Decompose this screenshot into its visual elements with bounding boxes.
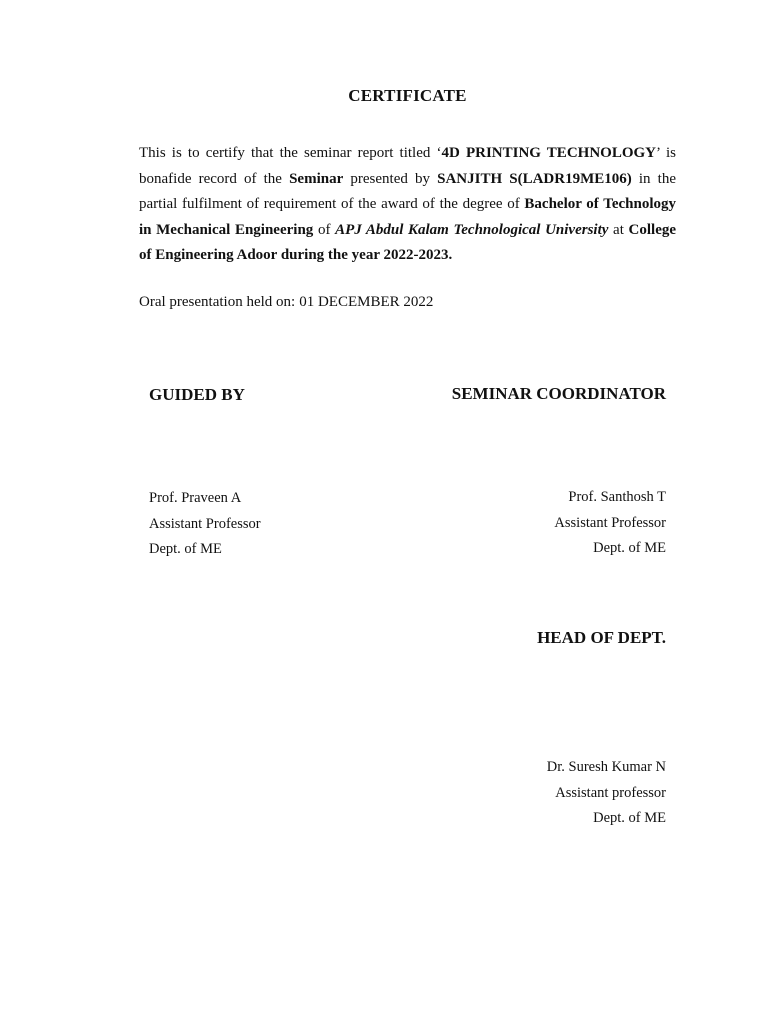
- degree-name: Bachelor of Technology in Mechanical Engineering: [139, 196, 676, 238]
- guided-by-heading: GUIDED BY: [149, 385, 245, 404]
- certificate-body: [139, 141, 676, 269]
- oral-presentation-line: [139, 294, 433, 311]
- guide-dept: Dept. of ME: [149, 541, 222, 557]
- hod-name: Dr. Suresh Kumar N: [546, 759, 666, 775]
- body-text-4: in the partial fulfilment of requirement of the award of the degree of: [139, 170, 676, 212]
- student-name: SANJITH S(LADR19ME106): [437, 170, 632, 187]
- head-of-dept-heading: HEAD OF DEPT.: [537, 628, 666, 647]
- university-name: APJ Abdul Kalam Technological University: [335, 221, 609, 238]
- oral-date: 01 DECEMBER 2022: [299, 294, 434, 310]
- body-text-5: of: [313, 221, 336, 238]
- college-name: College of Engineering Adoor during the year 2022-2023.: [139, 221, 677, 263]
- hod-designation: Assistant professor: [555, 784, 666, 801]
- guide-signature-block: [149, 486, 261, 563]
- guide-designation: Assistant Professor: [149, 515, 261, 532]
- hod-signature-block: [547, 755, 666, 832]
- hod-dept: Dept. of ME: [593, 810, 666, 826]
- body-text-2: ’ is bonafide record of the: [139, 145, 677, 187]
- coordinator-dept: Dept. of ME: [593, 540, 666, 556]
- guide-name: Prof. Praveen A: [149, 490, 242, 506]
- seminar-word: Seminar: [289, 170, 344, 187]
- report-title: 4D PRINTING TECHNOLOGY: [441, 145, 656, 161]
- body-text-6: at: [608, 221, 629, 238]
- coordinator-name: Prof. Santhosh T: [568, 489, 666, 505]
- body-text-1: This is to certify that the seminar report titled ‘: [139, 145, 442, 161]
- body-text-3: presented by: [343, 170, 438, 187]
- oral-label: Oral presentation held on:: [139, 294, 296, 310]
- coordinator-designation: Assistant Professor: [554, 514, 666, 531]
- coordinator-signature-block: [554, 485, 666, 562]
- seminar-coordinator-heading: SEMINAR COORDINATOR: [451, 384, 666, 403]
- certificate-title: CERTIFICATE: [348, 86, 467, 105]
